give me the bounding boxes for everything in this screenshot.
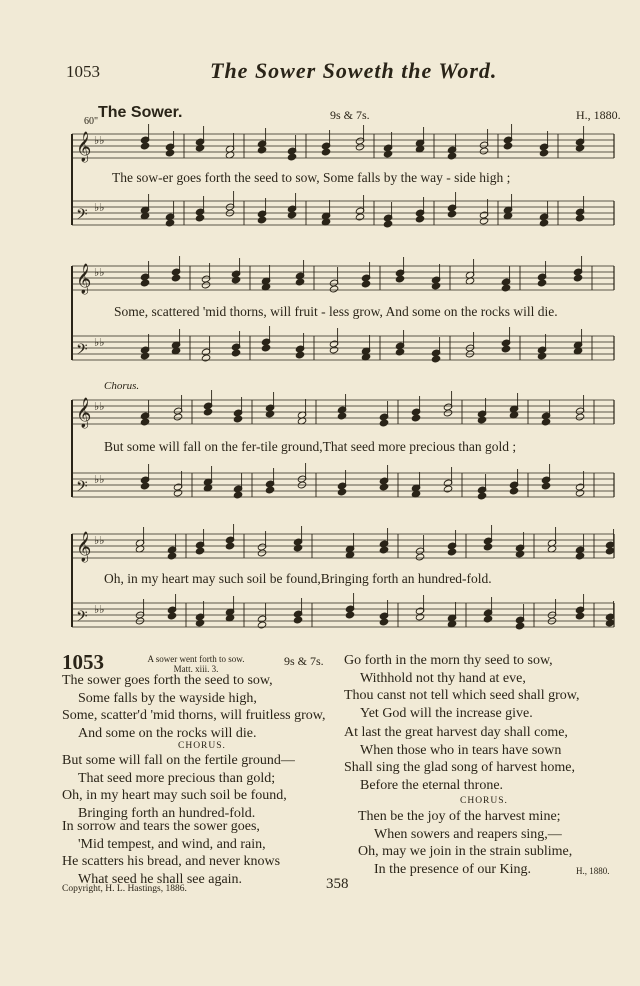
note-head — [201, 354, 210, 362]
note-head — [575, 552, 584, 560]
verse-line: In the presence of our King. — [374, 861, 532, 877]
note-head — [539, 149, 548, 157]
bass-clef-icon: 𝄢 — [76, 341, 88, 361]
note-head — [257, 216, 266, 224]
flat-icon: ♭♭ — [94, 474, 105, 486]
note-head — [411, 414, 420, 422]
note-head — [537, 352, 546, 360]
verse-line: Some, scatter'd 'mid thorns, will fruitless grow, — [62, 708, 326, 723]
note-head — [195, 619, 204, 627]
verse-line: He scatters his bread, and never knows — [62, 854, 281, 869]
note-head — [431, 282, 440, 290]
note-head — [541, 418, 550, 426]
tune-meter: 9s & 7s. — [330, 108, 370, 122]
lyric-line-1: The sow-er goes forth the seed to sow, Some falls by the way - side high ; — [112, 170, 511, 185]
chorus-mark: Chorus. — [104, 380, 140, 392]
hymn-meter: 9s & 7s. — [284, 654, 324, 668]
tune-author: H., 1880. — [576, 108, 621, 122]
right-verse-2 — [344, 724, 575, 794]
note-head — [257, 146, 266, 154]
note-head — [605, 619, 614, 627]
verse-line: Oh, may we join in the strain sublime, — [358, 844, 573, 859]
verse-line: Oh, in my heart may such soil be found, — [62, 788, 287, 803]
verse-line: Withhold not thy hand at eve, — [360, 670, 526, 686]
note-head — [201, 281, 210, 289]
verse-line: The sower goes forth the seed to sow, — [62, 673, 273, 688]
verse-line: Some falls by the wayside high, — [78, 690, 257, 706]
note-head — [575, 612, 584, 620]
chorus-label-right: CHORUS. — [460, 796, 508, 806]
flat-icon: ♭♭ — [94, 604, 105, 616]
note-head — [140, 142, 149, 150]
note-head — [287, 153, 296, 161]
note-head — [265, 486, 274, 494]
note-head — [395, 348, 404, 356]
note-head — [447, 152, 456, 160]
page-number: 358 — [326, 876, 349, 892]
note-head — [379, 618, 388, 626]
scripture-citation: Matt. xiii. 3. — [173, 664, 219, 674]
note-head — [509, 487, 518, 495]
tempo-mark: 60" — [84, 116, 99, 127]
note-head — [355, 143, 364, 151]
note-head — [537, 279, 546, 287]
verse-line: But some will fall on the fertile ground— — [62, 753, 295, 768]
note-head — [361, 280, 370, 288]
treble-clef-icon: 𝄞 — [76, 398, 92, 427]
note-head — [233, 491, 242, 499]
note-head — [477, 492, 486, 500]
note-head — [165, 219, 174, 227]
note-head — [140, 482, 149, 490]
note-head — [195, 214, 204, 222]
lyric-line-2: Some, scattered 'mid thorns, will fruit - less grow, And some on the rocks will die. — [114, 304, 558, 319]
note-head — [321, 148, 330, 156]
note-head — [265, 410, 274, 418]
note-head — [295, 351, 304, 359]
note-head — [203, 408, 212, 416]
note-head — [225, 542, 234, 550]
note-head — [173, 413, 182, 421]
note-head — [337, 488, 346, 496]
note-head — [415, 553, 424, 561]
flat-icon: ♭♭ — [94, 267, 105, 279]
note-head — [443, 485, 452, 493]
note-head — [257, 549, 266, 557]
bass-clef-icon: 𝄢 — [76, 478, 88, 498]
note-head — [233, 415, 242, 423]
note-head — [257, 621, 266, 629]
note-head — [140, 279, 149, 287]
note-head — [575, 214, 584, 222]
note-head — [379, 546, 388, 554]
page-hymn-number: 1053 — [66, 62, 100, 81]
note-head — [383, 220, 392, 228]
note-head — [395, 275, 404, 283]
verse-line: When those who in tears have sown — [360, 742, 562, 758]
note-head — [293, 544, 302, 552]
verse-line: What seed he shall see again. — [78, 871, 243, 887]
flat-icon: ♭♭ — [94, 202, 105, 214]
verse-line: At last the great harvest day shall come, — [344, 725, 568, 740]
scripture-quote: A sower went forth to sow. — [147, 654, 245, 664]
verse-line: Shall sing the glad song of harvest home, — [344, 760, 575, 775]
verse-line: Go forth in the morn thy seed to sow, — [344, 653, 553, 668]
note-head — [195, 547, 204, 555]
note-head — [605, 547, 614, 555]
note-head — [379, 419, 388, 427]
note-head — [293, 616, 302, 624]
note-head — [140, 418, 149, 426]
copyright: Copyright, H. L. Hastings, 1886. — [62, 884, 187, 894]
flat-icon: ♭♭ — [94, 535, 105, 547]
hymn-number: 1053 — [62, 650, 104, 674]
running-title: The Sower Soweth the Word. — [210, 58, 498, 83]
note-head — [171, 274, 180, 282]
verse-line: In sorrow and tears the sower goes, — [62, 819, 260, 834]
note-head — [447, 548, 456, 556]
note-head — [287, 211, 296, 219]
note-head — [575, 413, 584, 421]
note-head — [573, 274, 582, 282]
note-head — [329, 285, 338, 293]
note-head — [575, 489, 584, 497]
hymn-author: H., 1880. — [576, 866, 610, 876]
flat-icon: ♭♭ — [94, 337, 105, 349]
note-head — [329, 346, 338, 354]
note-head — [345, 611, 354, 619]
note-head — [483, 615, 492, 623]
note-head — [231, 276, 240, 284]
treble-clef-icon: 𝄞 — [76, 264, 92, 293]
note-head — [541, 482, 550, 490]
left-verse-1 — [62, 672, 326, 742]
note-head — [501, 345, 510, 353]
bass-clef-icon: 𝄢 — [76, 608, 88, 628]
note-head — [140, 352, 149, 360]
note-head — [173, 489, 182, 497]
note-head — [515, 550, 524, 558]
note-head — [539, 219, 548, 227]
bass-clef-icon: 𝄢 — [76, 206, 88, 226]
note-head — [195, 144, 204, 152]
note-head — [383, 150, 392, 158]
note-head — [477, 416, 486, 424]
note-head — [501, 284, 510, 292]
verse-line: That seed more precious than gold; — [78, 770, 276, 786]
note-head — [295, 278, 304, 286]
note-head — [167, 552, 176, 560]
treble-clef-icon: 𝄞 — [76, 532, 92, 561]
flat-icon: ♭♭ — [94, 135, 105, 147]
treble-clef-icon: 𝄞 — [76, 132, 92, 161]
verse-line: Yet God will the increase give. — [360, 705, 533, 721]
left-chorus — [62, 752, 295, 822]
note-head — [355, 213, 364, 221]
verse-line: Bringing forth an hundred-fold. — [78, 805, 256, 821]
chorus-label-left: CHORUS. — [178, 741, 226, 751]
note-head — [431, 355, 440, 363]
verse-line: Before the eternal throne. — [360, 777, 504, 793]
right-verse-1 — [344, 652, 579, 722]
note-head — [515, 622, 524, 630]
note-head — [483, 543, 492, 551]
note-head — [503, 142, 512, 150]
note-head — [415, 215, 424, 223]
verse-line: Then be the joy of the harvest mine; — [358, 809, 561, 824]
note-head — [165, 149, 174, 157]
tune-name: The Sower. — [98, 104, 183, 121]
note-head — [479, 147, 488, 155]
lyric-line-4: Oh, in my heart may such soil be found,Bringing forth an hundred-fold. — [104, 571, 492, 586]
note-head — [443, 409, 452, 417]
note-head — [167, 612, 176, 620]
right-chorus — [358, 808, 572, 878]
verse-line: And some on the rocks will die. — [78, 725, 257, 741]
lyric-line-3: But some will fall on the fer-tile ground,That seed more precious than gold ; — [104, 439, 517, 454]
left-verse-2 — [62, 818, 280, 888]
verse-line: When sowers and reapers sing,— — [374, 826, 562, 842]
scripture-reference — [132, 654, 260, 674]
note-head — [231, 349, 240, 357]
note-head — [415, 613, 424, 621]
note-head — [479, 217, 488, 225]
flat-icon: ♭♭ — [94, 401, 105, 413]
note-head — [379, 483, 388, 491]
note-head — [447, 210, 456, 218]
note-head — [337, 412, 346, 420]
verse-line: 'Mid tempest, and wind, and rain, — [78, 836, 266, 852]
verse-line: Thou canst not tell which seed shall grow, — [344, 688, 580, 703]
note-head — [261, 344, 270, 352]
note-head — [575, 144, 584, 152]
